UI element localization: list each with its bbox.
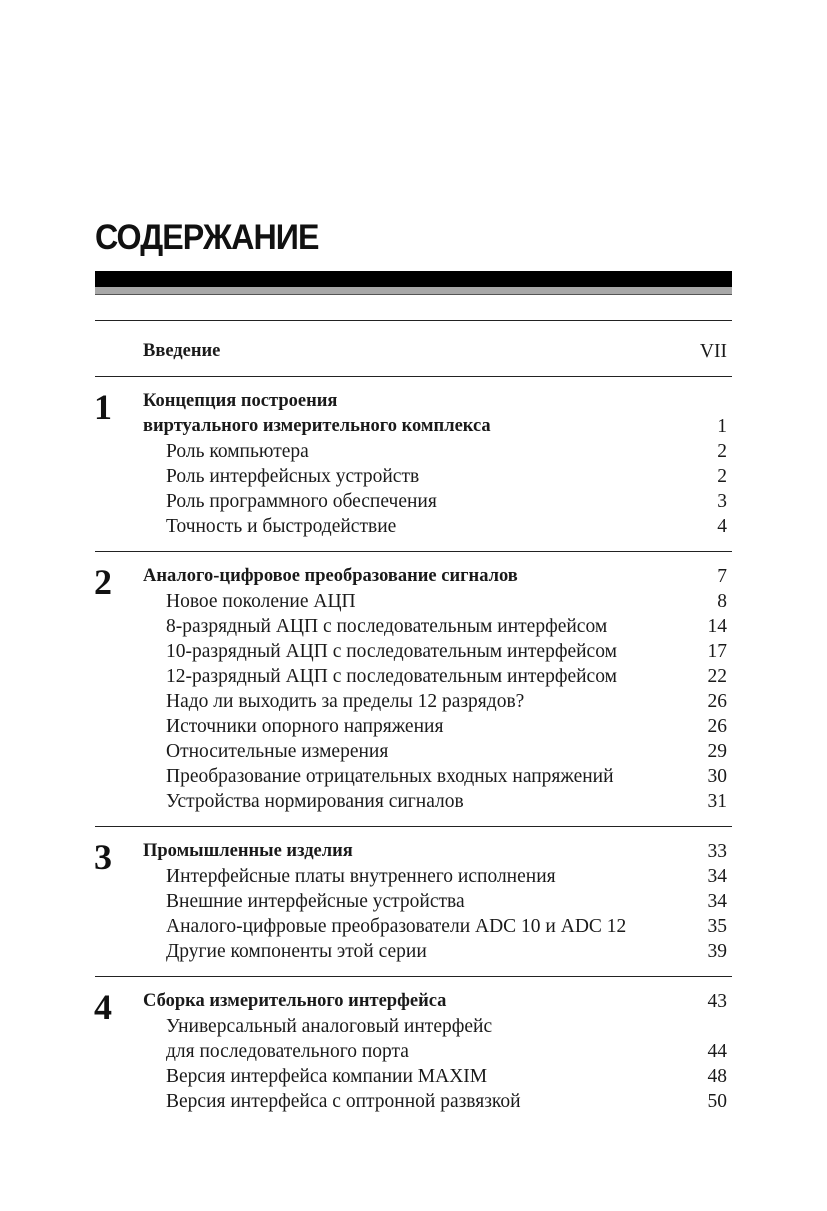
toc-section-text: Версия интерфейса компании MAXIM <box>166 1066 488 1087</box>
toc-section-text: Точность и быстродействие <box>166 516 397 537</box>
toc-section-text: 10-разрядный АЦП с последовательным интерфейсом <box>166 641 617 662</box>
toc-section[interactable] <box>166 464 727 489</box>
divider-top <box>95 320 732 321</box>
chapter-heading[interactable] <box>143 389 727 414</box>
chapter-number: 2 <box>94 562 112 602</box>
toc-section-page: 50 <box>707 1091 727 1112</box>
toc-section-page: 48 <box>707 1066 727 1087</box>
toc-section-page: 26 <box>707 691 727 712</box>
chapter-heading-text: Сборка измерительного интерфейса <box>143 991 447 1011</box>
chapter-heading-text: Промышленные изделия <box>143 841 353 861</box>
toc-section-text: 12-разрядный АЦП с последовательным интерфейсом <box>166 666 617 687</box>
toc-section[interactable] <box>166 789 727 814</box>
chapter-heading-text: Аналого-цифровое преобразование сигналов <box>143 566 518 586</box>
toc-section-text: Источники опорного напряжения <box>166 716 444 737</box>
toc-section[interactable] <box>166 864 727 889</box>
toc-section-page: 44 <box>707 1041 727 1062</box>
chapter-heading-page: 1 <box>717 416 727 437</box>
toc-section-page: 4 <box>717 516 727 537</box>
toc-section[interactable] <box>166 689 727 714</box>
chapter-heading-page: 7 <box>717 566 727 587</box>
toc-section[interactable] <box>166 1039 727 1064</box>
toc-section-text: Устройства нормирования сигналов <box>166 791 464 812</box>
toc-section-page: 26 <box>707 716 727 737</box>
toc-section-page: 3 <box>717 491 727 512</box>
toc-section-text: Роль программного обеспечения <box>166 491 437 512</box>
chapter-heading-page: 33 <box>707 841 727 862</box>
toc-section-text: Надо ли выходить за пределы 12 разрядов? <box>166 691 525 712</box>
toc-section-page: 29 <box>707 741 727 762</box>
chapter-number: 3 <box>94 837 112 877</box>
toc-section[interactable] <box>166 589 727 614</box>
toc-section[interactable] <box>166 489 727 514</box>
toc-section-page: 17 <box>707 641 727 662</box>
title-bar-gray <box>95 287 732 294</box>
toc-section[interactable] <box>166 514 727 539</box>
toc-section-page: 39 <box>707 941 727 962</box>
toc-section[interactable] <box>166 639 727 664</box>
toc-section[interactable] <box>166 439 727 464</box>
chapter-number: 1 <box>94 387 112 427</box>
toc-section-page: 14 <box>707 616 727 637</box>
toc-section-page: 2 <box>717 466 727 487</box>
chapter-heading[interactable] <box>143 989 727 1014</box>
toc-section-page: 30 <box>707 766 727 787</box>
chapter-heading-page: 43 <box>707 991 727 1012</box>
toc-section-text: Внешние интерфейсные устройства <box>166 891 465 912</box>
toc-section-text: Версия интерфейса с оптронной развязкой <box>166 1091 521 1112</box>
title-bar-thin <box>95 294 732 295</box>
chapter-heading-text: виртуального измерительного комплекса <box>143 416 491 436</box>
toc-section-text: Преобразование отрицательных входных напряжений <box>166 766 614 787</box>
toc-section-page: 31 <box>707 791 727 812</box>
divider-chapter-4 <box>95 976 732 977</box>
toc-section-text: Новое поколение АЦП <box>166 591 356 612</box>
toc-section[interactable] <box>166 714 727 739</box>
toc-section[interactable] <box>166 939 727 964</box>
toc-entry-label: Введение <box>143 341 221 361</box>
toc-section[interactable] <box>166 1089 727 1114</box>
toc-section[interactable] <box>166 889 727 914</box>
chapter-heading[interactable] <box>143 414 727 439</box>
toc-section-text: Относительные измерения <box>166 741 389 762</box>
toc-section-text: 8-разрядный АЦП с последовательным интерфейсом <box>166 616 608 637</box>
toc-section-text: для последовательного порта <box>166 1041 409 1062</box>
toc-section[interactable] <box>166 764 727 789</box>
page-title: СОДЕРЖАНИЕ <box>95 218 319 257</box>
toc-section-text: Другие компоненты этой серии <box>166 941 427 962</box>
chapter-heading[interactable] <box>143 839 727 864</box>
chapter-heading-text: Концепция построения <box>143 391 338 411</box>
divider-chapter-2 <box>95 551 732 552</box>
toc-section-page: 34 <box>707 891 727 912</box>
toc-entry-intro[interactable] <box>143 339 727 364</box>
toc-section-text: Роль интерфейсных устройств <box>166 466 420 487</box>
toc-entry-page: VII <box>699 341 727 362</box>
toc-section-page: 22 <box>707 666 727 687</box>
toc-section-page: 34 <box>707 866 727 887</box>
toc-section[interactable] <box>166 664 727 689</box>
toc-section-text: Роль компьютера <box>166 441 309 462</box>
toc-section[interactable] <box>166 739 727 764</box>
toc-section-text: Интерфейсные платы внутреннего исполнения <box>166 866 556 887</box>
toc-section-page: 35 <box>707 916 727 937</box>
toc-section-text: Универсальный аналоговый интерфейс <box>166 1016 493 1037</box>
toc-section[interactable] <box>166 914 727 939</box>
toc-section[interactable] <box>166 1064 727 1089</box>
title-bar-black <box>95 271 732 287</box>
toc-section[interactable] <box>166 1014 727 1039</box>
toc-section-text: Аналого-цифровые преобразователи ADC 10 и ADC 12 <box>166 916 627 937</box>
toc-section[interactable] <box>166 614 727 639</box>
chapter-heading[interactable] <box>143 564 727 589</box>
toc-section-page: 2 <box>717 441 727 462</box>
toc-section-page: 8 <box>717 591 727 612</box>
divider-chapter-3 <box>95 826 732 827</box>
divider-chapter-1 <box>95 376 732 377</box>
chapter-number: 4 <box>94 987 112 1027</box>
